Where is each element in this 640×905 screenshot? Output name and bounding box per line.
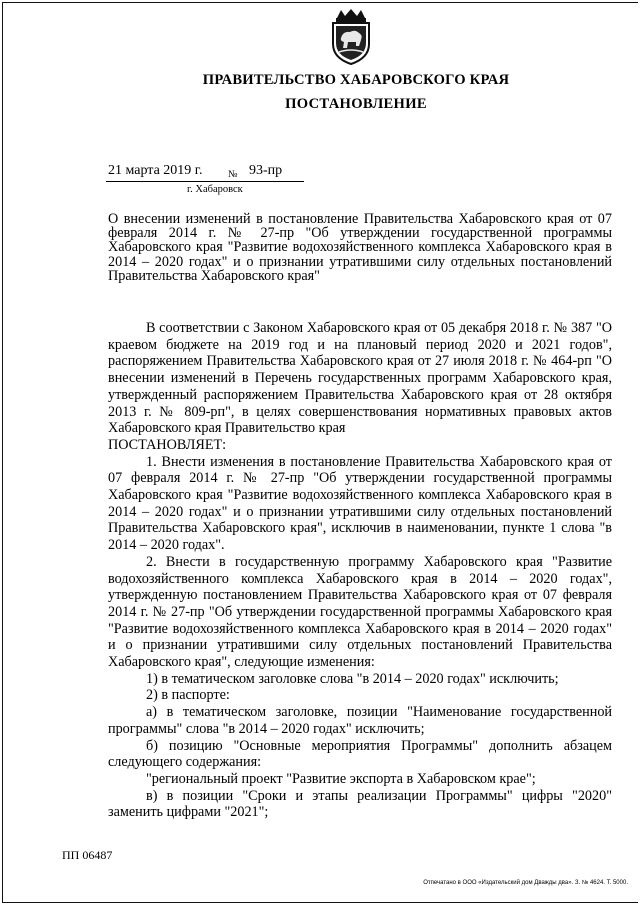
document-type: ПОСТАНОВЛЕНИЕ [285, 96, 427, 112]
date-underline [106, 181, 304, 182]
item-2: 2. Внести в государственную программу Хабаровского края "Развитие водохозяйственного комплекса Хабаровского края в 2014 – 2020 годах", утвержденную постановлением Правительства Хабаровского края от 07 февраля 2014 г. № 27-пр "Об утверждении государственной программы Хабаровского края "Развитие водохозяйственного комплекса Хабаровского края в 2014 – 2020 годах" и о признании утратившими силу отдельных постановлений Правительства Хабаровского края", следующие изменения: [108, 553, 612, 671]
resolves-heading: ПОСТАНОВЛЯЕТ: [108, 436, 227, 453]
item-1: 1. Внести изменения в постановление Правительства Хабаровского края от 07 февраля 2014 г. № 27-пр "Об утверждении государственной программы Хабаровского края "Развитие водохозяйственного комплекса Хабаровского края в 2014 – 2020 годах" и о признании утратившими силу отдельных постановлений Правительства Хабаровского края", исключив в наименовании, пункте 1 слова "в 2014 – 2020 годах". [108, 453, 612, 554]
document-code: ПП 06487 [62, 848, 113, 862]
decree-subject: О внесении изменений в постановление Правительства Хабаровского края от 07 февраля 2014 г. № 27-пр "Об утверждении государственной программы Хабаровского края "Развитие водохозяйственного комплекса Хабаровского края в 2014 – 2020 годах" и о признании утратившими силу отдельных постановлений Правительства Хабаровского края" [108, 211, 612, 284]
subitem-2b: б) позицию "Основные мероприятия Программы" дополнить абзацем следующего содержания: [108, 737, 612, 771]
government-title: ПРАВИТЕЛЬСТВО ХАБАРОВСКОГО КРАЯ [202, 72, 510, 88]
decree-number: 93-пр [249, 163, 283, 178]
subitem-1: 1) в тематическом заголовке слова "в 2014 – 2020 годах" исключить; [146, 670, 559, 687]
khabarovsk-coat-of-arms-icon [329, 8, 373, 66]
subitem-2v: в) в позиции "Сроки и этапы реализации Программы" цифры "2020" заменить цифрами "2021"; [108, 787, 612, 821]
subitem-2: 2) в паспорте: [146, 687, 230, 704]
printer-imprint: Отпечатано в ООО «Издательский дом Дважды два». З. № 4624. Т. 5000. [423, 880, 628, 886]
decree-date: 21 марта 2019 г. [108, 163, 203, 178]
number-sign: № [228, 169, 238, 180]
decree-body [108, 320, 612, 821]
quoted-text: "региональный проект "Развитие экспорта в Хабаровском крае"; [146, 770, 536, 787]
city: г. Хабаровск [187, 184, 243, 195]
preamble: В соответствии с Законом Хабаровского края от 05 декабря 2018 г. № 387 "О краевом бюджете на 2019 год и на плановый период 2020 и 2021 годов", распоряжением Правительства Хабаровского края от 27 июля 2018 г. № 464-рп "О внесении изменений в Перечень государственных программ Хабаровского края, утвержденный распоряжением Правительства Хабаровского края от 28 октября 2013 г. № 809-рп", в целях совершенствования нормативных правовых актов Хабаровского края Правительство края [108, 320, 612, 437]
subitem-2a: а) в тематическом заголовке, позиции "Наименование государственной программы" слова "в 2014 – 2020 годах" исключить; [108, 704, 612, 737]
